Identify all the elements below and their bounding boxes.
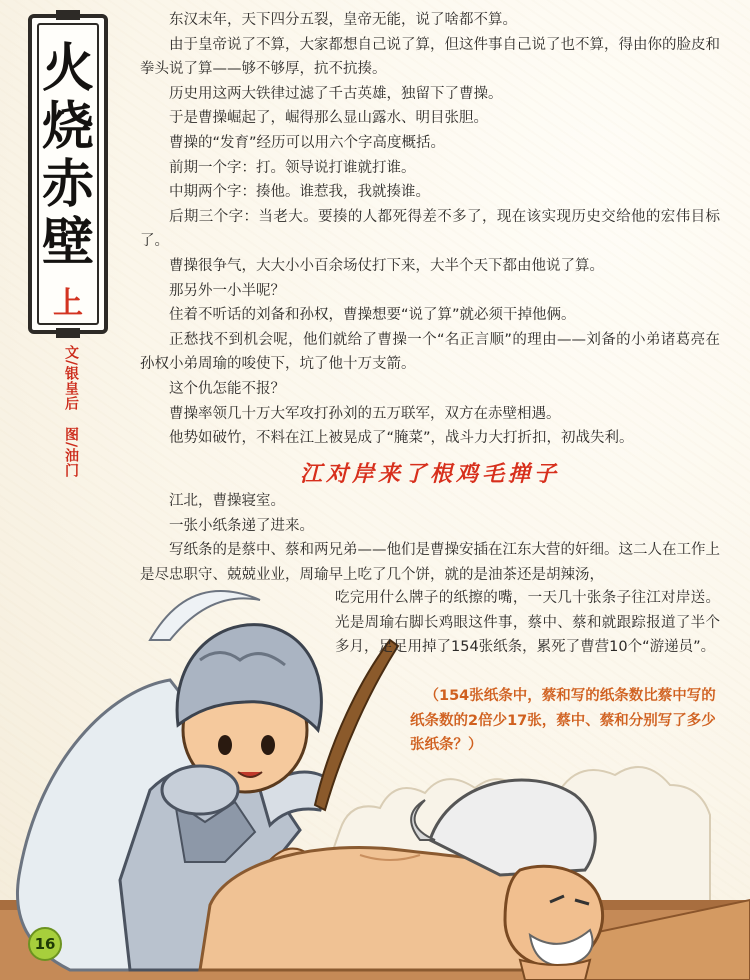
paragraph: 由于皇帝说了不算，大家都想自己说了算，但这件事自己说了也不算，得由你的脸皮和拳头说了算——够不够厚，抗不抗揍。 <box>140 36 720 78</box>
section-text <box>140 489 720 587</box>
paragraph: 东汉末年，天下四分五裂，皇帝无能，说了啥都不算。 <box>169 12 517 28</box>
page-number-badge: 16 <box>28 927 62 961</box>
story-text <box>140 8 720 451</box>
paragraph: 前期一个字：打。领导说打谁就打谁。 <box>169 159 416 176</box>
frame-bottom-ornament <box>56 328 80 338</box>
illustrator-credit: 图/油门 <box>63 427 79 479</box>
paragraph: 住着不听话的刘备和孙权，曹操想要“说了算”就必须干掉他俩。 <box>169 307 576 324</box>
paragraph: 后期三个字：当老大。要揍的人都死得差不多了，现在该实现历史交给他的宏伟目标了。 <box>140 208 720 250</box>
paragraph: 写纸条的是蔡中、蔡和两兄弟——他们是曹操安插在江东大营的奸细。这二人在工作上是尽忠职守、兢兢业业，周瑜早上吃了几个饼，就的是油茶还是胡辣汤， <box>140 542 720 583</box>
credits <box>58 345 84 478</box>
paragraph: 他势如破竹，不料在江上被晃成了“腌菜”，战斗力大打折扣，初战失利。 <box>169 430 634 447</box>
paragraph: 正愁找不到机会呢，他们就给了曹操一个“名正言顺”的理由——刘备的小弟诸葛亮在孙权小弟周瑜的唆使下，坑了他十万支箭。 <box>140 331 720 373</box>
paragraph: 一张小纸条递了进来。 <box>169 517 314 534</box>
paragraph: 曹操的“发育”经历可以用六个字高度概括。 <box>169 134 446 151</box>
title-char: 赤 <box>41 154 94 215</box>
title-frame <box>28 14 108 334</box>
paragraph: 曹操很争气，大大小小百余场仗打下来，大半个天下都由他说了算。 <box>169 257 604 274</box>
wrapped-paragraph: 吃完用什么牌子的纸擦的嘴，一天几十张条子往江对岸送。光是周瑜右脚长鸡眼这件事，蔡中、蔡和就跟踪报道了半个多月，足足用掉了154张纸条，累死了曹营10个“游递员”。 <box>335 590 720 656</box>
book-title <box>32 40 104 322</box>
section-heading: 江对岸来了根鸡毛掸子 <box>300 461 561 487</box>
paragraph: 江北，曹操寝室。 <box>169 493 285 509</box>
title-char: 烧 <box>41 96 94 157</box>
title-char: 壁 <box>41 212 94 273</box>
frame-top-ornament <box>56 10 80 20</box>
paragraph: 这个仇怎能不报？ <box>169 380 285 397</box>
author-credit: 文/银皇后 <box>63 345 79 412</box>
paragraph: 中期两个字：揍他。谁惹我，我就揍谁。 <box>169 184 430 201</box>
paragraph: 于是曹操崛起了，崛得那么显山露水、明目张胆。 <box>169 110 488 127</box>
title-part-label: 上 <box>53 286 83 321</box>
paragraph: 历史用这两大铁律过滤了千古英雄，独留下了曹操。 <box>169 85 503 102</box>
scrub-stick <box>315 640 398 810</box>
title-char: 火 <box>41 38 94 99</box>
paragraph: 曹操率领几十万大军攻打孙刘的五万联军，双方在赤壁相遇。 <box>169 405 561 422</box>
math-question: （154张纸条中，蔡和写的纸条数比蔡中写的纸条数的2倍少17张，蔡中、蔡和分别写了多少张纸条？） <box>410 688 716 754</box>
paragraph: 那另外一小半呢？ <box>169 282 285 299</box>
